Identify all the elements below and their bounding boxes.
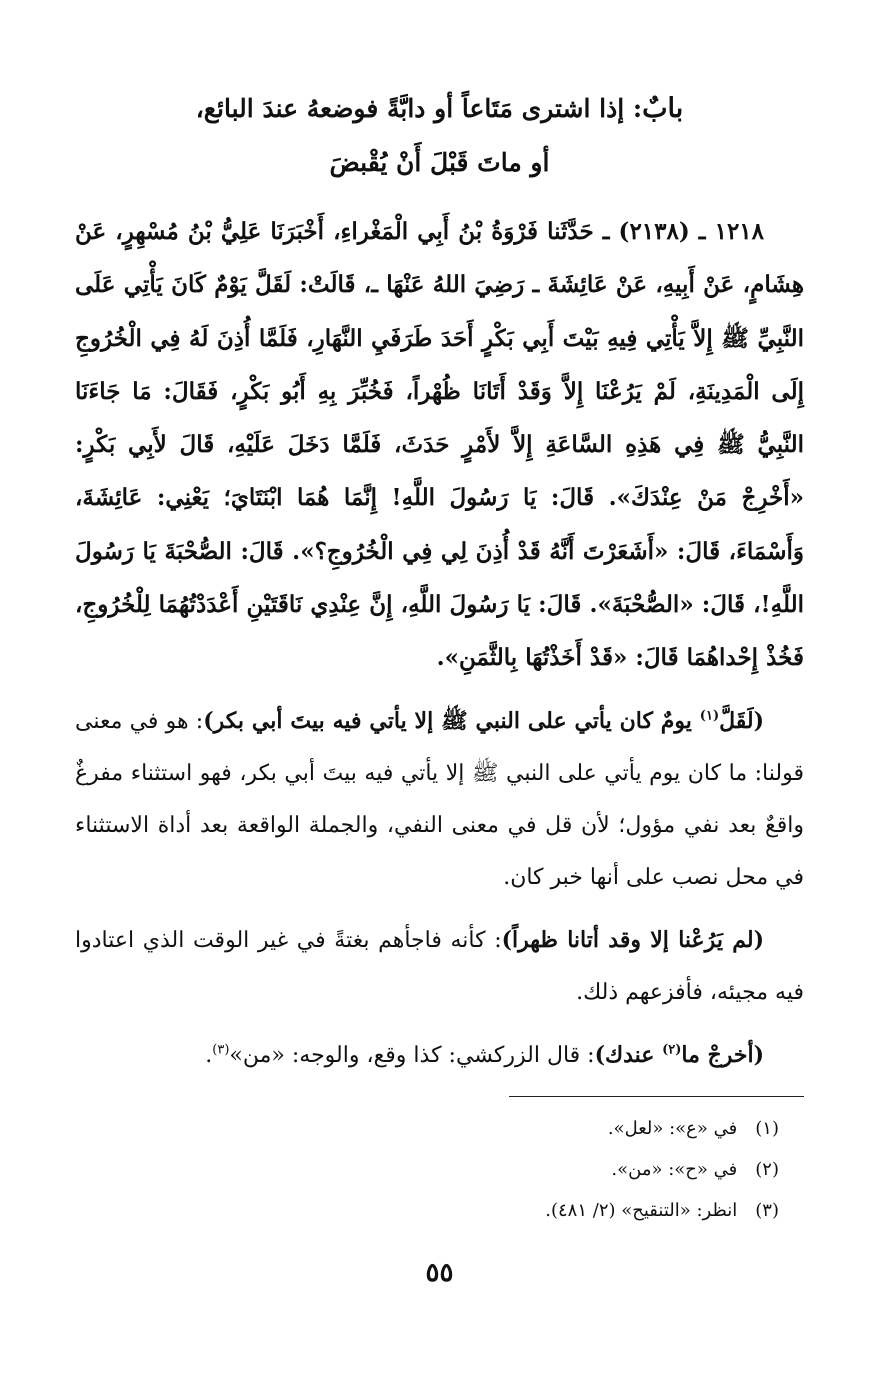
footnotes <box>100 1108 779 1231</box>
footnote-text: انظر: «التنقيح» (٢/ ٤٨١). <box>545 1200 738 1221</box>
footnote-text: في «ح»: «من». <box>611 1159 738 1180</box>
footnote-2 <box>100 1149 779 1190</box>
chapter-heading <box>70 82 809 190</box>
commentary-text-2: : كأنه فاجأهم بغتةً في غير الوقت الذي اعتادوا فيه مجيئه، فأفزعهم ذلك. <box>75 927 804 1005</box>
commentary-text-1: : هو في معنى قولنا: ما كان يوم يأتي على النبي ﷺ إلا يأتي فيه بيتَ أبي بكر، فهو استثناء مفرغٌ واقعٌ بعد نفي مؤول؛ لأن قل في معنى النفي، والجملة الواقعة بعد أداة الاستثناء في محل نصب على أنها خبر كان. <box>75 708 804 890</box>
footnote-divider <box>509 1096 804 1097</box>
chapter-title-part-1: : إذا اشترى مَتَاعاً أو دابَّةً فوضعهُ عندَ البائع، <box>195 94 643 123</box>
footnote-number: (١) <box>755 1118 779 1139</box>
footnote-3 <box>100 1190 779 1231</box>
lemma-3-open: (أخرجْ ما <box>681 1041 764 1068</box>
main-text <box>75 205 804 1082</box>
lemma-1-close: يومٌ كان يأتي على النبي ﷺ إلا يأتي فيه بيتَ أبي بكر) <box>203 707 700 734</box>
footnote-1 <box>100 1108 779 1149</box>
bab-label: بابٌ <box>642 93 684 124</box>
commentary-text-3: : قال الزركشي: كذا وقع، والوجه: «من» <box>229 1042 595 1068</box>
footnote-number: (٣) <box>755 1200 779 1221</box>
footnote-number: (٢) <box>755 1159 779 1180</box>
commentary-paragraph-1 <box>75 695 804 904</box>
footnote-ref-2: (٢) <box>662 1042 682 1058</box>
chapter-heading-line-2: أو ماتَ قَبْلَ أَنْ يُقْبضَ <box>329 148 550 177</box>
lemma-1-open: (لَقَلَّ <box>719 707 764 734</box>
footnote-ref-1: (١) <box>699 708 720 724</box>
lemma-3-close: عندك) <box>594 1041 663 1068</box>
chapter-heading-line-1 <box>70 82 809 136</box>
commentary-paragraph-2 <box>75 914 804 1019</box>
commentary-paragraph-3 <box>75 1029 804 1082</box>
hadith-text: ١٢١٨ ـ (٢١٣٨) ـ حَدَّثَنا فَرْوَةُ بْنُ أَبِي الْمَغْراءِ، أَخْبَرَنَا عَلِيُّ بْنُ مُسْهِرٍ، عَنْ هِشَامٍ، عَنْ أَبِيهِ، عَنْ عَائِشَةَ ـ رَضِيَ اللهُ عَنْهَا ـ، قَالَتْ: لَقَلَّ يَوْمٌ كَانَ يَأْتِي عَلَى النَّبِيِّ ﷺ إِلاَّ يَأْتِي فِيهِ بَيْتَ أَبِي بَكْرٍ أَحَدَ طَرَفَيِ النَّهَارِ، فَلَمَّا أُذِنَ لَهُ فِي الْخُرُوجِ إِلَى الْمَدِينَةِ، لَمْ يَرُعْنَا إِلاَّ وَقَدْ أَتَانَا ظُهْراً، فَخُبِّرَ بِهِ أَبُو بَكْرٍ، فَقَالَ: مَا جَاءَنَا النَّبِيُّ ﷺ فِي هَذِهِ السَّاعَةِ إِلاَّ لأَمْرٍ حَدَثَ، فَلَمَّا دَخَلَ عَلَيْهِ، قَالَ لأَبِي بَكْرٍ: «أَخْرِجْ مَنْ عِنْدَكَ». قَالَ: يَا رَسُولَ اللَّهِ! إِنَّمَا هُمَا ابْنَتَايَ؛ يَعْنِي: عَائِشَةَ، وَأَسْمَاءَ، قَالَ: «أَشَعَرْتَ أَنَّهُ قَدْ أُذِنَ لِي فِي الْخُرُوجِ؟». قَالَ: الصُّحْبَةَ يَا رَسُولَ اللَّهِ!، قَالَ: «الصُّحْبَةَ». قَالَ: يَا رَسُولَ اللَّهِ، إِنَّ عِنْدِي نَاقَتَيْنِ أَعْدَدْتُهُمَا لِلْخُرُوجِ، فَخُذْ إِحْداهُمَا قَالَ: «قَدْ أَخَذْتُهَا بِالثَّمَنِ». <box>75 218 804 672</box>
commentary-lemma-3 <box>595 1042 764 1068</box>
commentary-text-3-end: . <box>205 1042 213 1068</box>
page-number: ٥٥ <box>425 1258 454 1288</box>
commentary-lemma-1 <box>203 708 764 734</box>
footnote-text: في «ع»: «لعل». <box>607 1118 738 1139</box>
footnote-ref-3: (٣) <box>212 1042 230 1058</box>
commentary-lemma-2: (لم يَرُعْنا إلا وقد أتانا ظهراً) <box>501 926 764 953</box>
